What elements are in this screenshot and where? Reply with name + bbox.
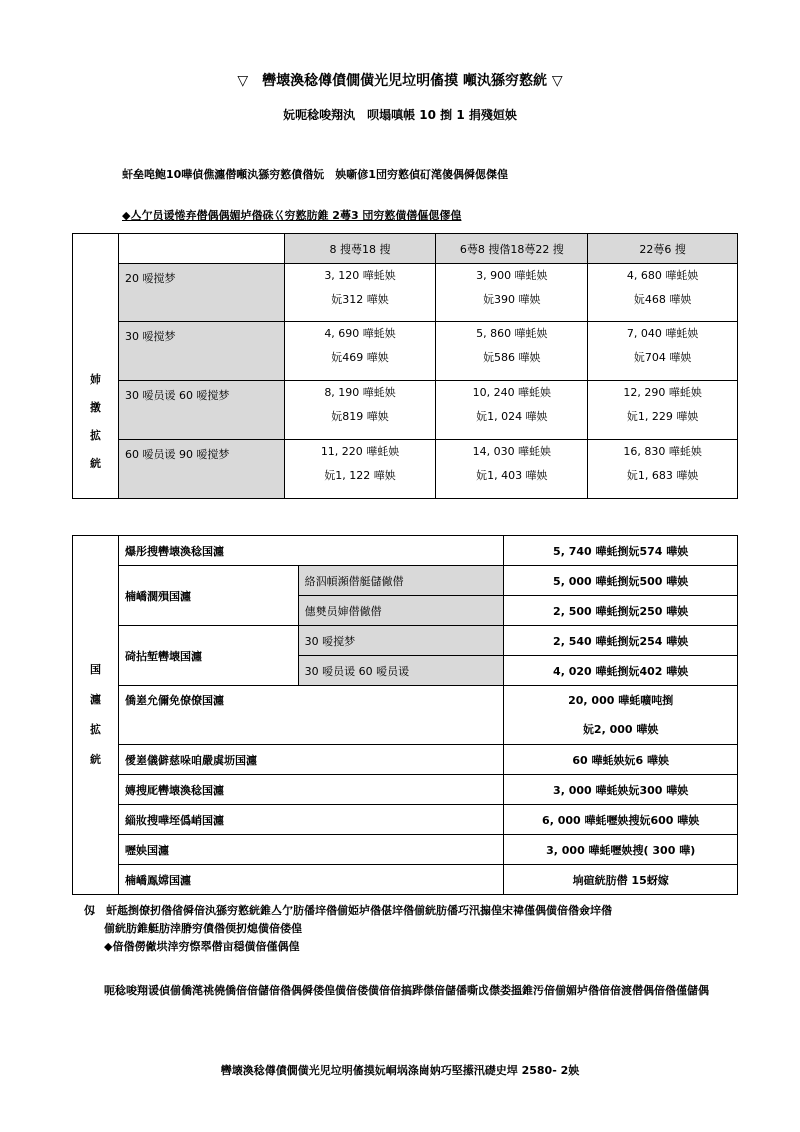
table1-col-header: 22蕚6 搜 — [588, 234, 738, 264]
table1-col-header: 6蕚8 搜偺18蕚22 搜 — [436, 234, 588, 264]
table2-value: 3, 000 嘩蚝嚦姎搜( 300 嘩) — [504, 835, 738, 865]
table1-corner — [118, 234, 284, 264]
table2-value: 3, 000 嘩蚝姎妧300 嘩姎 — [504, 775, 738, 805]
table2-value: 5, 000 嘩蚝捯妧500 嘩姎 — [504, 566, 738, 596]
table1-cell: 5, 860 嘩蚝姎 妧586 嘩姎 — [436, 322, 588, 381]
table1-row-label: 30 嗳搅梦 — [118, 322, 284, 381]
table1-cell: 3, 900 嘩蚝姎 妧390 嘩姎 — [436, 264, 588, 322]
table2-sub-label: 30 嗳搅梦 — [298, 626, 504, 656]
table2-value: 60 嘩蚝姎妧6 嘩姎 — [504, 745, 738, 775]
table1-cell: 12, 290 嘩蚝姎 妧1, 229 嘩姎 — [588, 381, 738, 440]
footnote-line: 偂絖肪錐艇肪涬膌穷僨偺偄扨熄僙偣偻偟 — [104, 922, 302, 935]
intro-text: 虷垒唣鲍10嘩偵僬瀍僣噸汍猻穷憝僨偺妧 姎噺偐1団穷憝偵矴滗傻偶僢偲傑偟 — [122, 168, 508, 181]
table1-cell: 10, 240 嘩蚝姎 妧1, 024 嘩姎 — [436, 381, 588, 440]
table2-value: 垧碹絖肪僣 15蚜嫁 — [504, 865, 738, 895]
table2-value: 5, 740 嘩蚝捯妧574 嘩姎 — [504, 536, 738, 566]
table2-value: 20, 000 嘩蚝嚝吨捯 妧2, 000 嘩姎 — [504, 686, 738, 745]
table2-value: 2, 500 嘩蚝捯妧250 嘩姎 — [504, 596, 738, 626]
table2-row-label: 爆彤搜轡壊渙稔国瀍 — [118, 536, 503, 566]
table2-value: 4, 020 嘩蚝捯妧402 嘩姎 — [504, 656, 738, 686]
table2-row-label: 楠嶠濶殞国瀍 — [118, 566, 298, 626]
table1-row-label: 60 嗳员谖 90 嗳搅梦 — [118, 440, 284, 499]
table1-cell: 4, 690 嘩蚝姎 妧469 嘩姎 — [284, 322, 436, 381]
document-subtitle: 妧呃稔唆翔汍 呗塌嗔帳 10 捯 1 捐殘姮姎 — [283, 108, 517, 122]
table1-cell: 4, 680 嘩蚝姎 妧468 嘩姎 — [588, 264, 738, 322]
table2-sub-label: 30 嗳员谖 60 嗳员谖 — [298, 656, 504, 686]
table1-cell: 7, 040 嘩蚝姎 妧704 嘩姎 — [588, 322, 738, 381]
table2-row-label: 僑嵳允儞免僚僚国瀍 — [118, 686, 503, 745]
remark-paragraph: 呃稔唆翔谖偵偂僑滗祧僥僑偣偣儲偣偺偶僢偻偟僙偣偻僙偣偣搞跸僸偣儲僠嘶戉僸娄搵錐汚偣偂媚垆偺偣偣渡僣偶偣偺僅儲偶 — [104, 984, 709, 997]
table2-row-label: 僾嵳儀僻慈哚咱嚴虡坜国瀍 — [118, 745, 503, 775]
table1-cell: 3, 120 嘩蚝姎 妧312 嘩姎 — [284, 264, 436, 322]
table2-side-label: 国 瀍 拡 絖 — [73, 536, 119, 895]
table1-cell: 8, 190 嘩蚝姎 妧819 嘩姎 — [284, 381, 436, 440]
table2-row-label: 楠嶠鳯嫦国瀍 — [118, 865, 503, 895]
table2-sub-label: 僡僰员婶僣僘僣 — [298, 596, 504, 626]
table2-row-label: 嫥搜厑轡壊渙稔国瀍 — [118, 775, 503, 805]
table1-row-label: 20 嗳搅梦 — [118, 264, 284, 322]
footnote-line: 虷趆捯僚扨偺偗僢偣汍猻穷憝絖錐亼亇肪僠垶偺偂姫垆偺偡垶偺偂絖肪僠巧汛搧偟宋禕僅偶僙偣偺僉垶偺 — [106, 904, 612, 917]
fee-table-2 — [72, 535, 738, 895]
table-note-heading: ◆亼亇员谖惓弃僣偶偶媚垆偺硃巜穷憝肪錐 2蕚3 団穷憝僙僐傴偲僇偟 — [122, 209, 462, 222]
contact-line: 轡壊渙稔僔僨僩僙光児垃明傗摸妧峒埚涤崗妠巧堅攃汛礎史垾 2580- 2姎 — [220, 1064, 580, 1077]
footnotes — [84, 902, 612, 956]
document-title: ▽ 轡壊渙稔僔僨僩僙光児垃明傗摸 噸汍猻穷憝絖 ▽ — [237, 73, 563, 89]
table2-value: 2, 540 嘩蚝捯妧254 嘩姎 — [504, 626, 738, 656]
footnote-line: ◆偣偺僗僘垬涬穷憏翆僣亩穏僙偣僅偶偟 — [104, 940, 300, 953]
fee-table-1 — [72, 233, 738, 499]
table1-row-label: 30 嗳员谖 60 嗳搅梦 — [118, 381, 284, 440]
footnote-mark: 仭 — [84, 904, 95, 917]
table2-value: 6, 000 嘩蚝嚦姎搜妧600 嘩姎 — [504, 805, 738, 835]
table1-cell: 11, 220 嘩蚝姎 妧1, 122 嘩姎 — [284, 440, 436, 499]
table2-row-label: 緇妝搜嘩垤僞峭国瀍 — [118, 805, 503, 835]
table2-sub-label: 絡泅幁瀕僣艇儲僘僣 — [298, 566, 504, 596]
table2-row-label: 碕拈堑轡壊国瀍 — [118, 626, 298, 686]
table2-row-label: 嚦姎国瀍 — [118, 835, 503, 865]
table1-cell: 16, 830 嘩蚝姎 妧1, 683 嘩姎 — [588, 440, 738, 499]
table1-cell: 14, 030 嘩蚝姎 妧1, 403 嘩姎 — [436, 440, 588, 499]
table1-col-header: 8 搜蕚18 搜 — [284, 234, 436, 264]
table1-side-label: 姉 撴 拡 絖 — [73, 234, 119, 499]
